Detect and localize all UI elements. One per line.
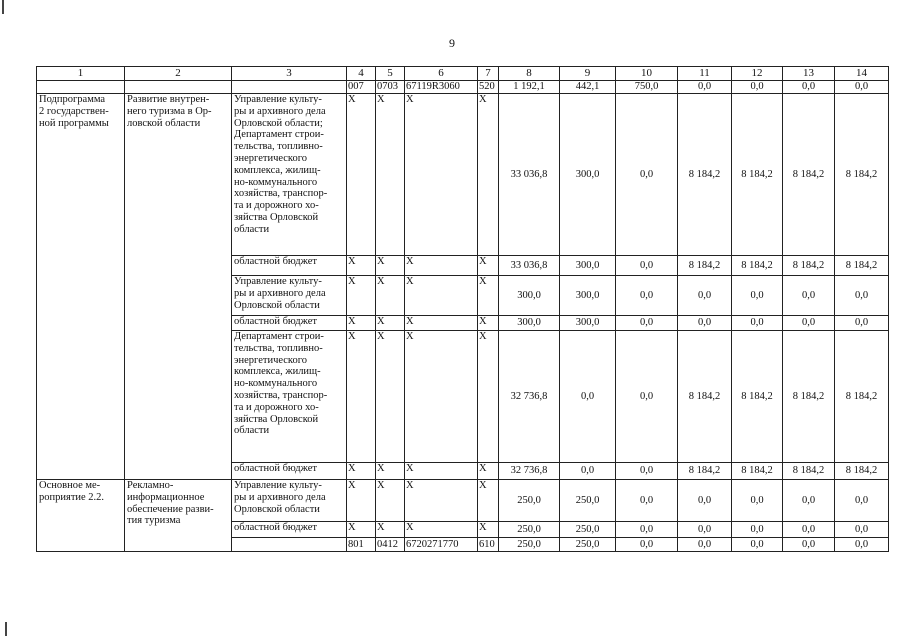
header-cell: 12 (732, 67, 783, 81)
value-cell: 8 184,2 (732, 463, 783, 480)
value-cell: 0,0 (616, 463, 678, 480)
x-mark: X (376, 463, 405, 480)
value-cell: 250,0 (499, 538, 560, 552)
code-cell: 0412 (376, 538, 405, 552)
code-row (37, 81, 889, 94)
x-mark: X (347, 256, 376, 276)
x-mark: X (376, 480, 405, 522)
value-cell: 0,0 (783, 538, 835, 552)
executor-cell: Управление культу- ры и архивного дела Орловской области (232, 480, 347, 522)
header-cell: 5 (376, 67, 405, 81)
value-cell: 32 736,8 (499, 331, 560, 463)
x-mark: X (405, 331, 478, 463)
value-cell: 300,0 (560, 94, 616, 256)
value-cell: 0,0 (678, 522, 732, 538)
value-cell: 0,0 (678, 81, 732, 94)
header-cell: 14 (835, 67, 889, 81)
header-cell: 8 (499, 67, 560, 81)
x-mark: X (376, 316, 405, 331)
value-cell: 1 192,1 (499, 81, 560, 94)
value-cell: 750,0 (616, 81, 678, 94)
code-cell: 007 (347, 81, 376, 94)
x-mark: X (478, 463, 499, 480)
x-mark: X (347, 522, 376, 538)
x-mark: X (405, 276, 478, 316)
value-cell: 0,0 (783, 316, 835, 331)
x-mark: X (347, 94, 376, 256)
header-cell: 4 (347, 67, 376, 81)
value-cell: 0,0 (616, 276, 678, 316)
header-cell: 10 (616, 67, 678, 81)
value-cell: 300,0 (560, 256, 616, 276)
value-cell: 8 184,2 (732, 331, 783, 463)
value-cell: 0,0 (560, 331, 616, 463)
executor-cell: областной бюджет (232, 463, 347, 480)
value-cell: 250,0 (560, 522, 616, 538)
table-row (37, 480, 889, 522)
value-cell: 8 184,2 (835, 94, 889, 256)
x-mark: X (376, 256, 405, 276)
x-mark: X (376, 522, 405, 538)
value-cell: 250,0 (560, 480, 616, 522)
value-cell: 0,0 (783, 480, 835, 522)
value-cell: 0,0 (678, 316, 732, 331)
budget-table (36, 66, 889, 552)
value-cell: 0,0 (835, 276, 889, 316)
x-mark: X (405, 256, 478, 276)
header-cell: 3 (232, 67, 347, 81)
code-cell: 520 (478, 81, 499, 94)
x-mark: X (376, 276, 405, 316)
x-mark: X (376, 94, 405, 256)
value-cell: 8 184,2 (678, 94, 732, 256)
value-cell: 0,0 (732, 276, 783, 316)
x-mark: X (478, 276, 499, 316)
value-cell: 0,0 (616, 538, 678, 552)
value-cell: 0,0 (732, 316, 783, 331)
value-cell: 0,0 (678, 480, 732, 522)
code-cell: 0703 (376, 81, 405, 94)
activity-name: Рекламно- информационное обеспечение разви- тия туризма (125, 480, 232, 552)
x-mark: X (405, 463, 478, 480)
value-cell: 0,0 (835, 480, 889, 522)
value-cell: 33 036,8 (499, 256, 560, 276)
value-cell: 300,0 (499, 316, 560, 331)
header-cell: 9 (560, 67, 616, 81)
x-mark: X (347, 331, 376, 463)
executor-cell: областной бюджет (232, 316, 347, 331)
executor-cell: Управление культу- ры и архивного дела Орловской области (232, 276, 347, 316)
value-cell: 250,0 (499, 480, 560, 522)
executor-cell: Департамент строи- тельства, топливно- энергетического комплекса, жилищ- но-коммунального хозяйства, транспор- та и дорожного хо- зяйства Орловской области (232, 331, 347, 463)
value-cell: 0,0 (783, 522, 835, 538)
executor-cell: областной бюджет (232, 522, 347, 538)
value-cell: 0,0 (835, 522, 889, 538)
x-mark: X (478, 480, 499, 522)
header-cell: 7 (478, 67, 499, 81)
value-cell: 0,0 (835, 316, 889, 331)
value-cell: 8 184,2 (835, 256, 889, 276)
header-cell: 11 (678, 67, 732, 81)
value-cell: 0,0 (732, 538, 783, 552)
value-cell: 0,0 (678, 538, 732, 552)
value-cell: 8 184,2 (835, 463, 889, 480)
x-mark: X (347, 463, 376, 480)
header-cell: 6 (405, 67, 478, 81)
value-cell: 8 184,2 (783, 256, 835, 276)
value-cell: 250,0 (560, 538, 616, 552)
value-cell: 8 184,2 (732, 256, 783, 276)
table-row (37, 94, 889, 256)
value-cell: 0,0 (616, 522, 678, 538)
value-cell: 0,0 (616, 256, 678, 276)
value-cell: 0,0 (560, 463, 616, 480)
header-row (37, 67, 889, 81)
value-cell: 0,0 (783, 276, 835, 316)
executor-cell: Управление культу- ры и архивного дела Орловской области; Департамент строи- тельства, топливно- энергетического комплекса, жилищ- но-коммунального хозяйства, транспор- та и дорожного хо- зяйства Орловской области (232, 94, 347, 256)
scan-mark (5, 622, 7, 636)
executor-cell: областной бюджет (232, 256, 347, 276)
value-cell: 0,0 (616, 316, 678, 331)
value-cell: 8 184,2 (783, 331, 835, 463)
value-cell: 250,0 (499, 522, 560, 538)
x-mark: X (347, 316, 376, 331)
subprogram-label: Подпрограмма 2 государствен- ной программы (37, 94, 125, 480)
code-cell: 67119R3060 (405, 81, 478, 94)
scan-mark (2, 0, 4, 14)
value-cell: 0,0 (616, 480, 678, 522)
value-cell: 8 184,2 (835, 331, 889, 463)
value-cell: 0,0 (678, 276, 732, 316)
code-cell: 610 (478, 538, 499, 552)
x-mark: X (405, 94, 478, 256)
x-mark: X (478, 331, 499, 463)
x-mark: X (478, 316, 499, 331)
code-cell: 6720271770 (405, 538, 478, 552)
value-cell: 32 736,8 (499, 463, 560, 480)
value-cell: 0,0 (835, 81, 889, 94)
x-mark: X (478, 94, 499, 256)
value-cell: 300,0 (499, 276, 560, 316)
value-cell: 0,0 (732, 522, 783, 538)
code-cell: 801 (347, 538, 376, 552)
value-cell: 33 036,8 (499, 94, 560, 256)
x-mark: X (347, 276, 376, 316)
x-mark: X (376, 331, 405, 463)
value-cell: 0,0 (783, 81, 835, 94)
value-cell: 0,0 (732, 480, 783, 522)
value-cell: 8 184,2 (783, 463, 835, 480)
value-cell: 0,0 (835, 538, 889, 552)
header-cell: 2 (125, 67, 232, 81)
activity-label: Основное ме- роприятие 2.2. (37, 480, 125, 552)
value-cell: 8 184,2 (732, 94, 783, 256)
page-number: 9 (449, 36, 455, 50)
x-mark: X (347, 480, 376, 522)
value-cell: 0,0 (732, 81, 783, 94)
x-mark: X (478, 256, 499, 276)
value-cell: 8 184,2 (783, 94, 835, 256)
x-mark: X (405, 480, 478, 522)
value-cell: 300,0 (560, 276, 616, 316)
value-cell: 0,0 (616, 331, 678, 463)
value-cell: 300,0 (560, 316, 616, 331)
value-cell: 0,0 (616, 94, 678, 256)
subprogram-name: Развитие внутрен- него туризма в Ор- ловской области (125, 94, 232, 480)
x-mark: X (478, 522, 499, 538)
header-cell: 13 (783, 67, 835, 81)
value-cell: 8 184,2 (678, 463, 732, 480)
value-cell: 8 184,2 (678, 256, 732, 276)
value-cell: 442,1 (560, 81, 616, 94)
x-mark: X (405, 522, 478, 538)
value-cell: 8 184,2 (678, 331, 732, 463)
x-mark: X (405, 316, 478, 331)
header-cell: 1 (37, 67, 125, 81)
